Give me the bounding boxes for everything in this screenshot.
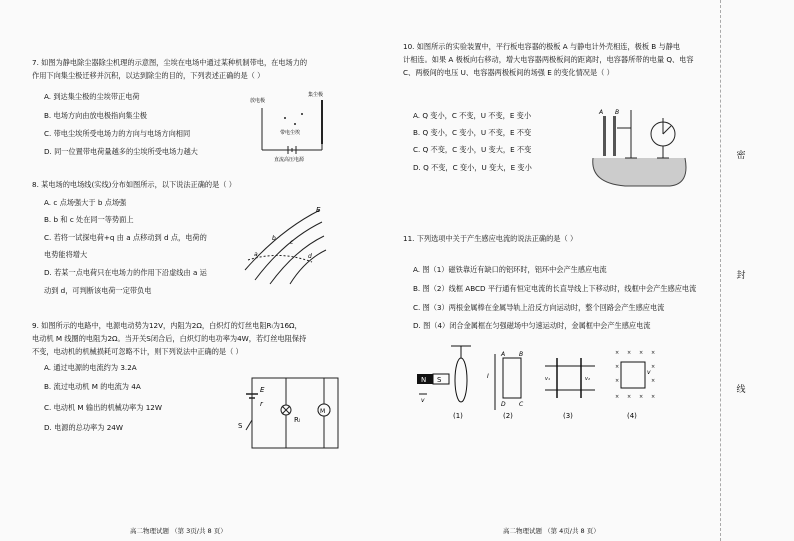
q7-label-collector: 集尘极	[308, 92, 324, 98]
q8-option-d[interactable]: D. 若某一点电荷只在电场力的作用下沿虚线由 a 运	[44, 268, 207, 277]
q9-line-1: 9. 如图所示的电路中，电源电动势为12V，内阻为2Ω，白炽灯的灯丝电阻Rₗ为16Ω，	[32, 321, 302, 330]
side-char-feng: 封	[736, 271, 746, 281]
q11-fig4-v: v	[647, 369, 651, 376]
q8-option-c[interactable]: C. 若将一试探电荷+q 由 a 点移动到 d 点，电荷的	[44, 233, 207, 242]
svg-text:×: ×	[615, 350, 620, 356]
svg-text:×: ×	[651, 378, 656, 384]
q9-line-2: 电动机 M 线圈的电阻为2Ω。当开关S闭合后，白炽灯的电功率为4W，若灯丝电阻保持	[32, 334, 307, 343]
q7-line-2: 作用下向集尘极迁移并沉积，以达到除尘的目的，下列表述正确的是（ ）	[32, 71, 265, 80]
q11-option-c[interactable]: C. 图（3）两根金属棒在金属导轨上沿反方向运动时，整个回路会产生感应电流	[413, 303, 665, 312]
svg-text:×: ×	[615, 394, 620, 400]
q8-line-1: 8. 某电场的电场线(实线)分布如图所示，以下说法正确的是（ ）	[32, 180, 236, 189]
q9-option-c[interactable]: C. 电动机 M 输出的机械功率为 12W	[44, 403, 162, 412]
q7-label-dust: 带电尘埃	[280, 130, 301, 136]
svg-text:×: ×	[639, 350, 644, 356]
q8-label-c: c	[290, 239, 294, 246]
svg-text:×: ×	[627, 394, 632, 400]
q9-label-r: r	[260, 400, 263, 408]
q11-fig2-A: A	[501, 351, 506, 358]
q10-label-A: A	[599, 109, 604, 116]
q10-option-d[interactable]: D. Q 不变，C 变小，U 变大，E 变小	[413, 163, 532, 172]
q9-label-E: E	[260, 386, 265, 394]
q9-label-motor: M	[320, 408, 326, 415]
q11-line-1: 11. 下列选项中关于产生感应电流的说法正确的是（ ）	[403, 234, 578, 243]
question-9	[32, 319, 306, 358]
q9-line-3: 不变，电动机的机械损耗可忽略不计，则下列说法中正确的是（ ）	[32, 347, 243, 356]
q11-option-d[interactable]: D. 图（4）闭合金属框在匀强磁场中匀速运动时，金属框中会产生感应电流	[413, 321, 651, 330]
q10-line-1: 10. 如图所示的实验装置中，平行板电容器的极板 A 与静电计外壳相连，极板 B 与静电	[403, 42, 681, 51]
q11-fig3-v1: v₁	[545, 376, 550, 382]
left-footer: 高二物理试题 （第 3页/共 8 页）	[130, 527, 227, 535]
q7-label-power: 直流高压电源	[274, 157, 305, 163]
question-7	[32, 56, 307, 82]
q10-label-B: B	[615, 109, 620, 116]
q10-option-c[interactable]: C. Q 不变，C 变小，U 变大，E 不变	[413, 145, 532, 154]
q11-option-b[interactable]: B. 图（2）线框 ABCD 平行通有恒定电流的长直导线上下移动时，线框中会产生感应电流	[413, 284, 697, 293]
q9-circuit-figure	[234, 372, 344, 454]
q11-fig2-C: C	[519, 401, 524, 408]
question-8	[32, 178, 236, 191]
question-11	[403, 232, 577, 245]
q8-option-a[interactable]: A. c 点场强大于 b 点场强	[44, 198, 127, 207]
q11-fig1-S: S	[437, 376, 442, 384]
q11-figures	[415, 344, 685, 422]
q8-option-d-cont: 动到 d，可判断该电荷一定带负电	[44, 286, 152, 295]
q8-label-a: a	[254, 251, 258, 258]
svg-text:×: ×	[639, 394, 644, 400]
svg-text:×: ×	[627, 350, 632, 356]
svg-text:×: ×	[615, 364, 620, 370]
q11-fig3-label: (3)	[563, 412, 573, 420]
q11-fig1-v: v	[421, 397, 425, 404]
q9-option-a[interactable]: A. 通过电源的电流约为 3.2A	[44, 363, 137, 372]
q7-option-d[interactable]: D. 同一位置带电荷量越多的尘埃所受电场力越大	[44, 147, 198, 156]
q11-option-a[interactable]: A. 图（1）磁铁靠近有缺口的铝环时，铝环中会产生感应电流	[413, 265, 607, 274]
q10-option-a[interactable]: A. Q 变小，C 不变，U 不变，E 变小	[413, 111, 532, 120]
q8-label-b: b	[272, 235, 276, 242]
q11-fig2-B: B	[519, 351, 524, 358]
q11-fig3-v2: v₂	[585, 376, 590, 382]
q7-option-b[interactable]: B. 电场方向由放电极指向集尘极	[44, 111, 147, 120]
q11-fig2-label: (2)	[503, 412, 513, 420]
q7-option-c[interactable]: C. 带电尘埃所受电场力的方向与电场方向相同	[44, 129, 191, 138]
q8-option-b[interactable]: B. b 和 c 处在同一等势面上	[44, 215, 134, 224]
q10-line-3: C、两极间的电压 U、电容器两极板间的场强 E 的变化情况是（ ）	[403, 68, 614, 77]
q9-label-S: S	[238, 422, 243, 430]
q8-label-d: d	[308, 253, 312, 260]
q10-line-2: 计相连。如果 A 极板向右移动，增大电容器两极板间的距离时，电容器所带的电量 Q、电容	[403, 55, 694, 64]
svg-text:×: ×	[651, 350, 656, 356]
q11-fig1-label: (1)	[453, 412, 463, 420]
q8-label-E: E	[316, 206, 321, 214]
svg-text:×: ×	[651, 364, 656, 370]
question-10	[403, 40, 694, 79]
binding-line	[720, 0, 721, 541]
q11-fig4-label: (4)	[627, 412, 637, 420]
q10-option-b[interactable]: B. Q 变小，C 变小，U 不变，E 不变	[413, 128, 532, 137]
svg-text:×: ×	[615, 378, 620, 384]
right-footer: 高二物理试题 （第 4页/共 8 页）	[503, 527, 600, 535]
q9-option-b[interactable]: B. 流过电动机 M 的电流为 4A	[44, 382, 141, 391]
svg-text:×: ×	[651, 394, 656, 400]
q8-electric-field-figure	[240, 200, 330, 285]
q11-fig1-N: N	[421, 376, 427, 384]
q7-label-discharge: 放电极	[250, 98, 266, 104]
q9-option-d[interactable]: D. 电源的总功率为 24W	[44, 423, 123, 432]
q11-fig2-D: D	[501, 401, 506, 408]
side-char-xian: 线	[736, 385, 746, 395]
side-char-mi: 密	[736, 151, 746, 161]
q10-capacitor-electroscope-figure	[585, 98, 695, 193]
q8-option-c-cont: 电势能将增大	[44, 250, 88, 259]
q7-electrostatic-precipitator-figure	[240, 88, 340, 163]
q7-option-a[interactable]: A. 到达集尘极的尘埃带正电荷	[44, 92, 140, 101]
q7-line-1: 7. 如图为静电除尘器除尘机理的示意图，尘埃在电场中通过某种机制带电，在电场力的	[32, 58, 308, 67]
q9-label-RL: Rₗ	[294, 416, 301, 424]
q11-fig2-I: I	[487, 373, 489, 380]
